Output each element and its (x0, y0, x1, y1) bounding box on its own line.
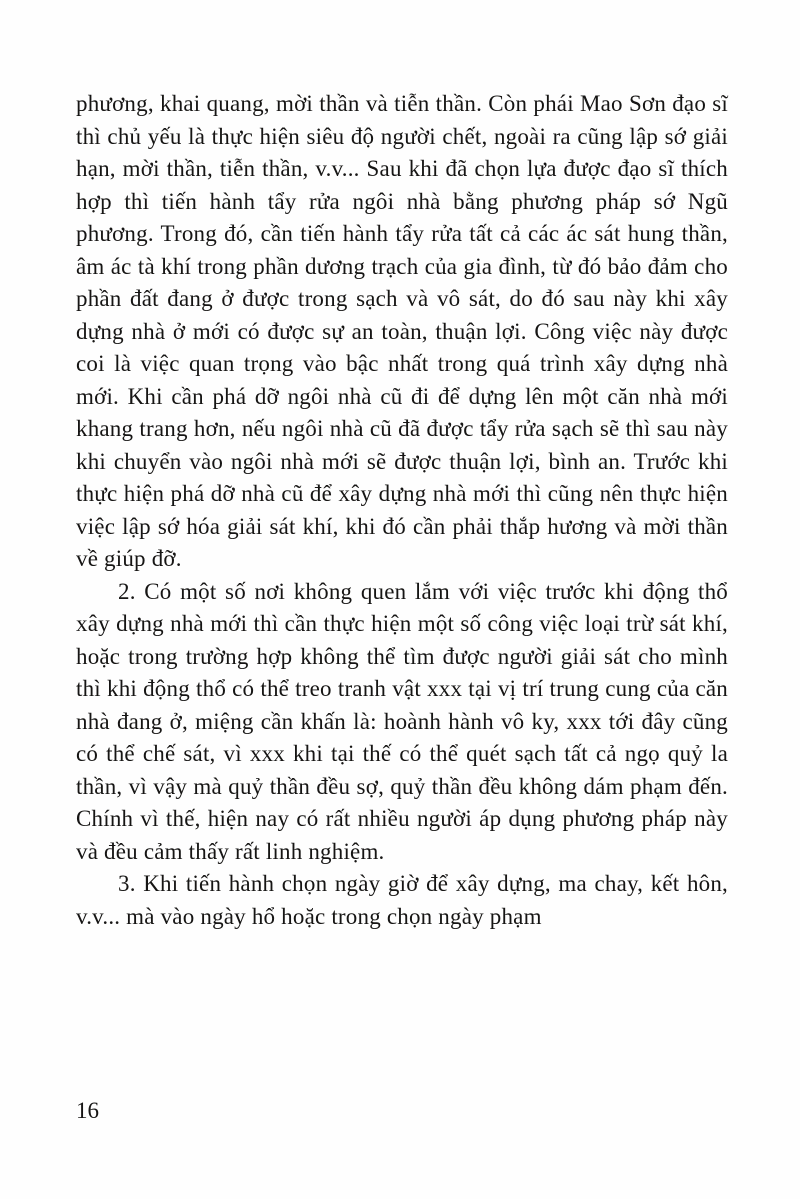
page-number: 16 (76, 1098, 99, 1123)
page-text-block (76, 88, 728, 933)
paragraph-continuation: phương, khai quang, mời thần và tiễn thần. Còn phái Mao Sơn đạo sĩ thì chủ yếu là thực hiện siêu độ người chết, ngoài ra cũng lập sớ giải hạn, mời thần, tiễn thần, v.v... Sau khi đã chọn lựa được đạo sĩ thích hợp thì tiến hành tẩy rửa ngôi nhà bằng phương pháp sớ Ngũ phương. Trong đó, cần tiến hành tẩy rửa tất cả các ác sát hung thần, âm ác tà khí trong phần dương trạch của gia đình, từ đó bảo đảm cho phần đất đang ở được trong sạch và vô sát, do đó sau này khi xây dựng nhà ở mới có được sự an toàn, thuận lợi. Công việc này được coi là việc quan trọng vào bậc nhất trong quá trình xây dựng nhà mới. Khi cần phá dỡ ngôi nhà cũ đi để dựng lên một căn nhà mới khang trang hơn, nếu ngôi nhà cũ đã được tẩy rửa sạch sẽ thì sau này khi chuyển vào ngôi nhà mới sẽ được thuận lợi, bình an. Trước khi thực hiện phá dỡ nhà cũ để xây dựng nhà mới thì cũng nên thực hiện việc lập sớ hóa giải sát khí, khi đó cần phải thắp hương và mời thần về giúp đỡ. (76, 91, 728, 571)
paragraph-item-2: 2. Có một số nơi không quen lắm với việc trước khi động thổ xây dựng nhà mới thì cần thực hiện một số công việc loại trừ sát khí, hoặc trong trường hợp không thể tìm được người giải sát cho mình thì khi động thổ có thể treo tranh vật xxx tại vị trí trung cung của căn nhà đang ở, miệng cần khấn là: hoành hành vô ky, xxx tới đây cũng có thể chế sát, vì xxx khi tại thế có thể quét sạch tất cả ngọ quỷ la thần, vì vậy mà quỷ thần đều sợ, quỷ thần đều không dám phạm đến. Chính vì thế, hiện nay có rất nhiều người áp dụng phương pháp này và đều cảm thấy rất linh nghiệm. (76, 578, 728, 864)
paragraph-item-3: 3. Khi tiến hành chọn ngày giờ để xây dựng, ma chay, kết hôn, v.v... mà vào ngày hổ hoặc trong chọn ngày phạm (76, 871, 728, 929)
